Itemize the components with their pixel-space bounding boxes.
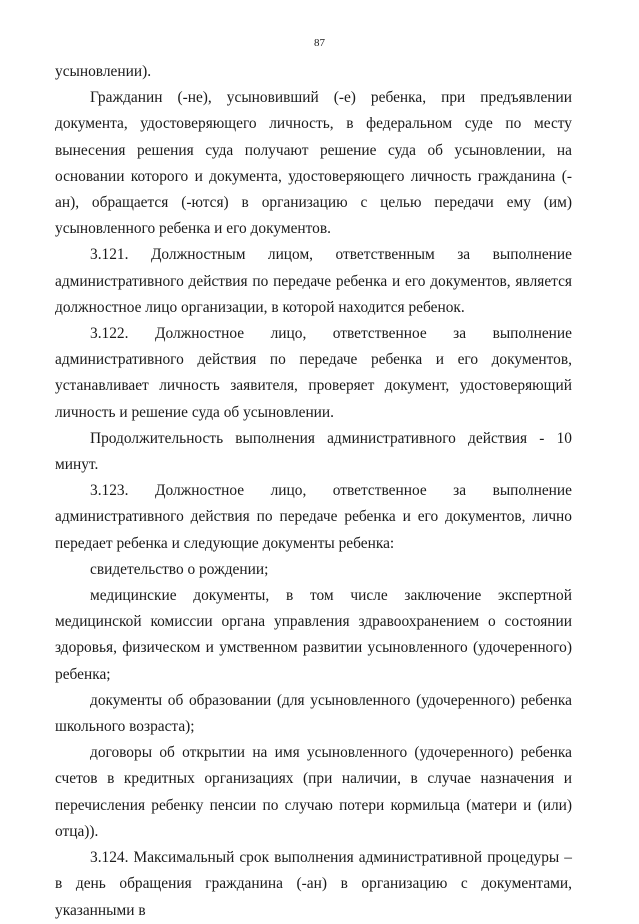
clause-word: выполнение (492, 482, 572, 500)
clause-word: ответственное (332, 482, 427, 500)
clause-word: за (457, 246, 471, 264)
clause-word: за (453, 482, 467, 500)
clause-3-123-first-line (55, 478, 572, 504)
clause-3-121 (55, 242, 572, 321)
clause-3-122 (55, 321, 572, 426)
clause-3-124: 3.124. Максимальный срок выполнения административной процедуры – в день обращения гражданина (-ан) в организацию с документами, указанными в (55, 849, 572, 919)
list-item-birth-certificate: свидетельство о рождении; (90, 560, 269, 578)
clause-word: Должностным (150, 246, 246, 264)
clause-word: выполнение (492, 325, 572, 343)
clause-3-122-text: административного действия по передаче ребенка и его документов, устанавливает личность заявителя, проверяет документ, удостоверяющий личность и решение суда об усыновлении. (55, 351, 572, 421)
list-item-education-documents: документы об образовании (для усыновленного (удочеренного) ребенка школьного возраста); (55, 691, 572, 736)
clause-word: Должностное (154, 325, 245, 343)
list-item-medical-documents: медицинские документы, в том числе заключение экспертной медицинской комиссии органа управления здравоохранением о состоянии здоровья, физическом и умственном развитии усыновленного (удочеренного) ребенка; (55, 587, 572, 683)
clause-3-123 (55, 478, 572, 557)
clause-word: ответственным (335, 246, 435, 264)
clause-number: 3.121. (90, 246, 129, 264)
list-item-bank-accounts: договоры об открытии на имя усыновленного (удочеренного) ребенка счетов в кредитных организациях (при наличии, в случае назначения и перечисления ребенку пенсии по случаю потери кормильца (матери и (или) отца)). (55, 744, 572, 840)
clause-word: выполнение (492, 246, 572, 264)
page-number: 87 (314, 37, 325, 49)
clause-3-123-text: административного действия по передаче ребенка и его документов, лично передает ребенка и следующие документы ребенка: (55, 508, 572, 552)
clause-word: за (453, 325, 467, 343)
clause-3-121-first-line (55, 242, 572, 268)
paragraph-duration: Продолжительность выполнения административного действия - 10 минут. (55, 429, 572, 474)
clause-3-122-first-line (55, 321, 572, 347)
clause-number: 3.122. (90, 325, 129, 343)
clause-word: Должностное (154, 482, 245, 500)
document-body (55, 59, 572, 924)
paragraph-citizen-obtains-decision: Гражданин (-не), усыновивший (-е) ребенка, при предъявлении документа, удостоверяющего личность, в федеральном суде по месту вынесения решения суда получают решение суда об усыновлении, на основании которого и документа, удостоверяющего личность гражданина (-ан), обращается (-ются) в организацию с целью передачи ему (им) усыновленного ребенка и его документов. (55, 89, 572, 238)
clause-number: 3.123. (90, 482, 129, 500)
clause-3-121-text: административного действия по передаче ребенка и его документов, является должностное лицо организации, в которой находится ребенок. (55, 272, 572, 316)
clause-word: лицо, (270, 482, 307, 500)
clause-word: лицо, (270, 325, 307, 343)
paragraph-continuation: усыновлении). (55, 63, 152, 80)
clause-word: лицом, (267, 246, 314, 264)
clause-word: ответственное (332, 325, 427, 343)
